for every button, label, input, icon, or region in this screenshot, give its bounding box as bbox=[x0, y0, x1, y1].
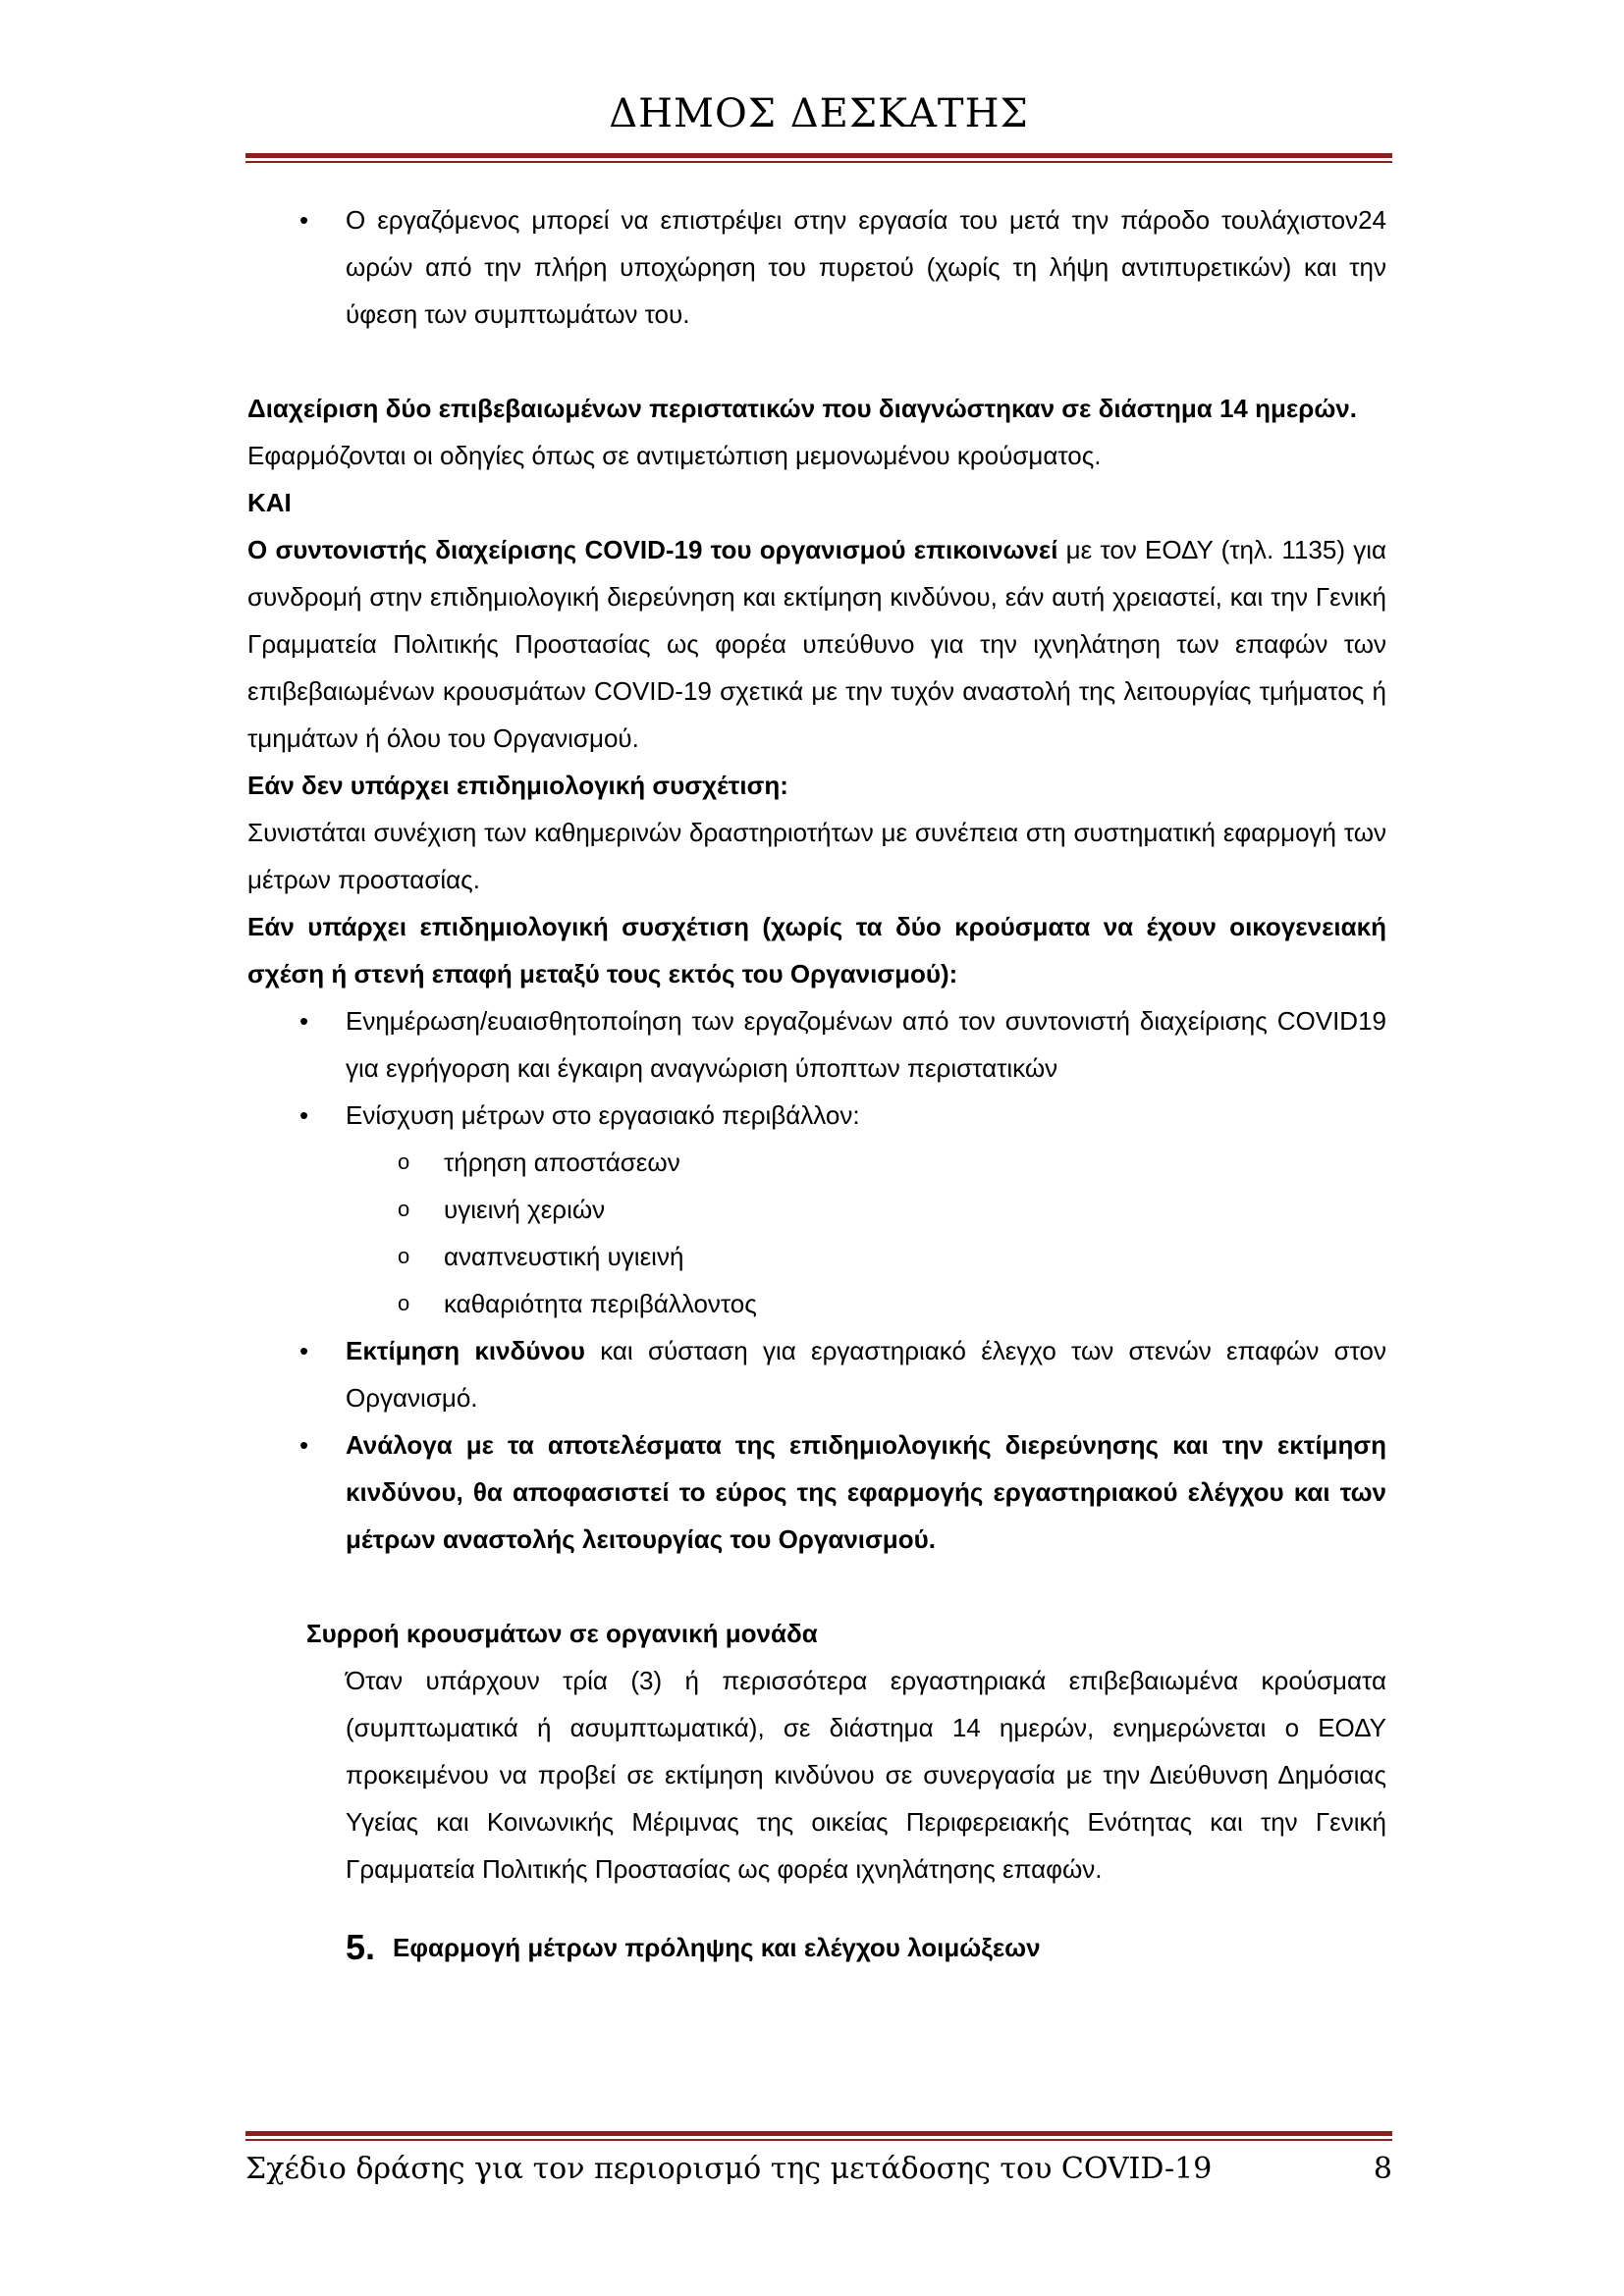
bullet-icon: • bbox=[299, 1006, 309, 1036]
link-title: Εάν υπάρχει επιδημιολογική συσχέτιση (χωρίς τα δύο κρούσματα να έχουν οικογενειακή σχέση ή στενή επαφή μεταξύ τους εκτός του Οργανισμού): bbox=[247, 912, 1386, 988]
footer-divider bbox=[245, 2131, 1392, 2141]
coordinator-text: με τον ΕΟΔΥ (τηλ. 1135) για συνδρομή στην επιδημιολογική διερεύνηση και εκτίμηση κινδύνου, εάν αυτή χρειαστεί, και την Γενική Γραμματεία Πολιτικής Προστασίας ως φορέα υπεύθυνο για την ιχνηλάτηση των επαφών των επιβεβαιωμένων κρουσμάτων COVID-19 σχετικά με την τυχόν αναστολή της λειτουργίας τμήματος ή τμημάτων ή όλου του Οργανισμού. bbox=[247, 535, 1386, 753]
circle-bullet-icon: o bbox=[398, 1291, 410, 1315]
circle-bullet-icon: o bbox=[398, 1244, 410, 1268]
bullet-text: Ενίσχυση μέτρων στο εργασιακό περιβάλλον: bbox=[346, 1100, 860, 1130]
bullet-text: Ο εργαζόμενος μπορεί να επιστρέψει στην εργασία του μετά την πάροδο τουλάχιστον24 ωρών από την πλήρη υποχώρηση του πυρετού (χωρίς τη λήψη αντιπυρετικών) και την ύφεση των συμπτωμάτων του. bbox=[346, 205, 1386, 329]
page-content bbox=[247, 196, 1386, 1971]
coordinator-paragraph bbox=[247, 526, 1386, 762]
circle-bullet-icon: o bbox=[398, 1197, 410, 1221]
section-heading-text: Εφαρμογή μέτρων πρόληψης και ελέγχου λοιμώξεων bbox=[393, 1933, 1041, 1963]
bullet-item bbox=[247, 196, 1386, 338]
no-link-text: Συνιστάται συνέχιση των καθημερινών δραστηριοτήτων με συνέπεια στη συστηματική εφαρμογή των μέτρων προστασίας. bbox=[247, 818, 1386, 894]
bullet-icon: • bbox=[299, 1100, 309, 1130]
sub-list-item: o υγιεινή χεριών bbox=[247, 1186, 1386, 1233]
coordinator-bold: Ο συντονιστής διαχείρισης COVID-19 του οργανισμού επικοινωνεί bbox=[247, 535, 1058, 564]
section-title-two-cases: Διαχείριση δύο επιβεβαιωμένων περιστατικών που διαγνώστηκαν σε διάστημα 14 ημερών. bbox=[247, 394, 1357, 423]
page-number: 8 bbox=[1373, 2152, 1392, 2186]
footer-title: Σχέδιο δράσης για τον περιορισμό της μετάδοσης του COVID-19 bbox=[245, 2152, 1213, 2186]
bullet-text: Εκτίμηση κινδύνου και σύσταση για εργαστηριακό έλεγχο των στενών επαφών στον Οργανισμό. bbox=[346, 1336, 1386, 1413]
circle-bullet-icon: o bbox=[398, 1149, 410, 1174]
bullet-item bbox=[247, 997, 1386, 1092]
bullet-item bbox=[247, 1421, 1386, 1563]
sub-list-item: o καθαριότητα περιβάλλοντος bbox=[247, 1280, 1386, 1327]
section-heading-5 bbox=[247, 1922, 1386, 1971]
bullet-item bbox=[247, 1092, 1386, 1139]
bullet-text: Ενημέρωση/ευαισθητοποίηση των εργαζομένων από τον συντονιστή διαχείρισης COVID19 για εγρήγορση και έγκαιρη αναγνώριση ύποπτων περιστατικών bbox=[346, 1006, 1386, 1083]
sub-list-item: o αναπνευστική υγιεινή bbox=[247, 1233, 1386, 1280]
paragraph: Εφαρμόζονται οι οδηγίες όπως σε αντιμετώπιση μεμονωμένου κρούσματος. bbox=[247, 441, 1102, 470]
bullet-icon: • bbox=[299, 1336, 309, 1365]
bullet-text: Ανάλογα με τα αποτελέσματα της επιδημιολογικής διερεύνησης και την εκτίμηση κινδύνου, θα αποφασιστεί το εύρος της εφαρμογής εργαστηριακού ελέγχου και των μέτρων αναστολής λειτουργίας του Οργανισμού. bbox=[346, 1430, 1386, 1554]
section-number: 5. bbox=[346, 1927, 376, 1968]
sub-list-item: o τήρηση αποστάσεων bbox=[247, 1139, 1386, 1186]
bullet-icon: • bbox=[299, 205, 309, 235]
kai-label: ΚΑΙ bbox=[247, 488, 292, 517]
document-header-title: ΔΗΜΟΣ ΔΕΣΚΑΤΗΣ bbox=[609, 91, 1029, 136]
cluster-paragraph: Όταν υπάρχουν τρία (3) ή περισσότερα εργαστηριακά επιβεβαιωμένα κρούσματα (συμπτωματικά ή ασυμπτωματικά), σε διάστημα 14 ημερών, ενημερώνεται ο ΕΟΔΥ προκειμένου να προβεί σε εκτίμηση κινδύνου σε συνεργασία με την Διεύθυνση Δημόσιας Υγείας και Κοινωνικής Μέριμνας της οικείας Περιφερειακής Ενότητας και την Γενική Γραμματεία Πολιτικής Προστασίας ως φορέα ιχνηλάτησης επαφών. bbox=[346, 1666, 1386, 1884]
header-divider bbox=[245, 153, 1392, 163]
bullet-item bbox=[247, 1327, 1386, 1421]
section-title-cluster: Συρροή κρουσμάτων σε οργανική μονάδα bbox=[306, 1619, 818, 1648]
bullet-icon: • bbox=[299, 1430, 309, 1460]
no-link-title: Εάν δεν υπάρχει επιδημιολογική συσχέτιση: bbox=[247, 771, 788, 800]
